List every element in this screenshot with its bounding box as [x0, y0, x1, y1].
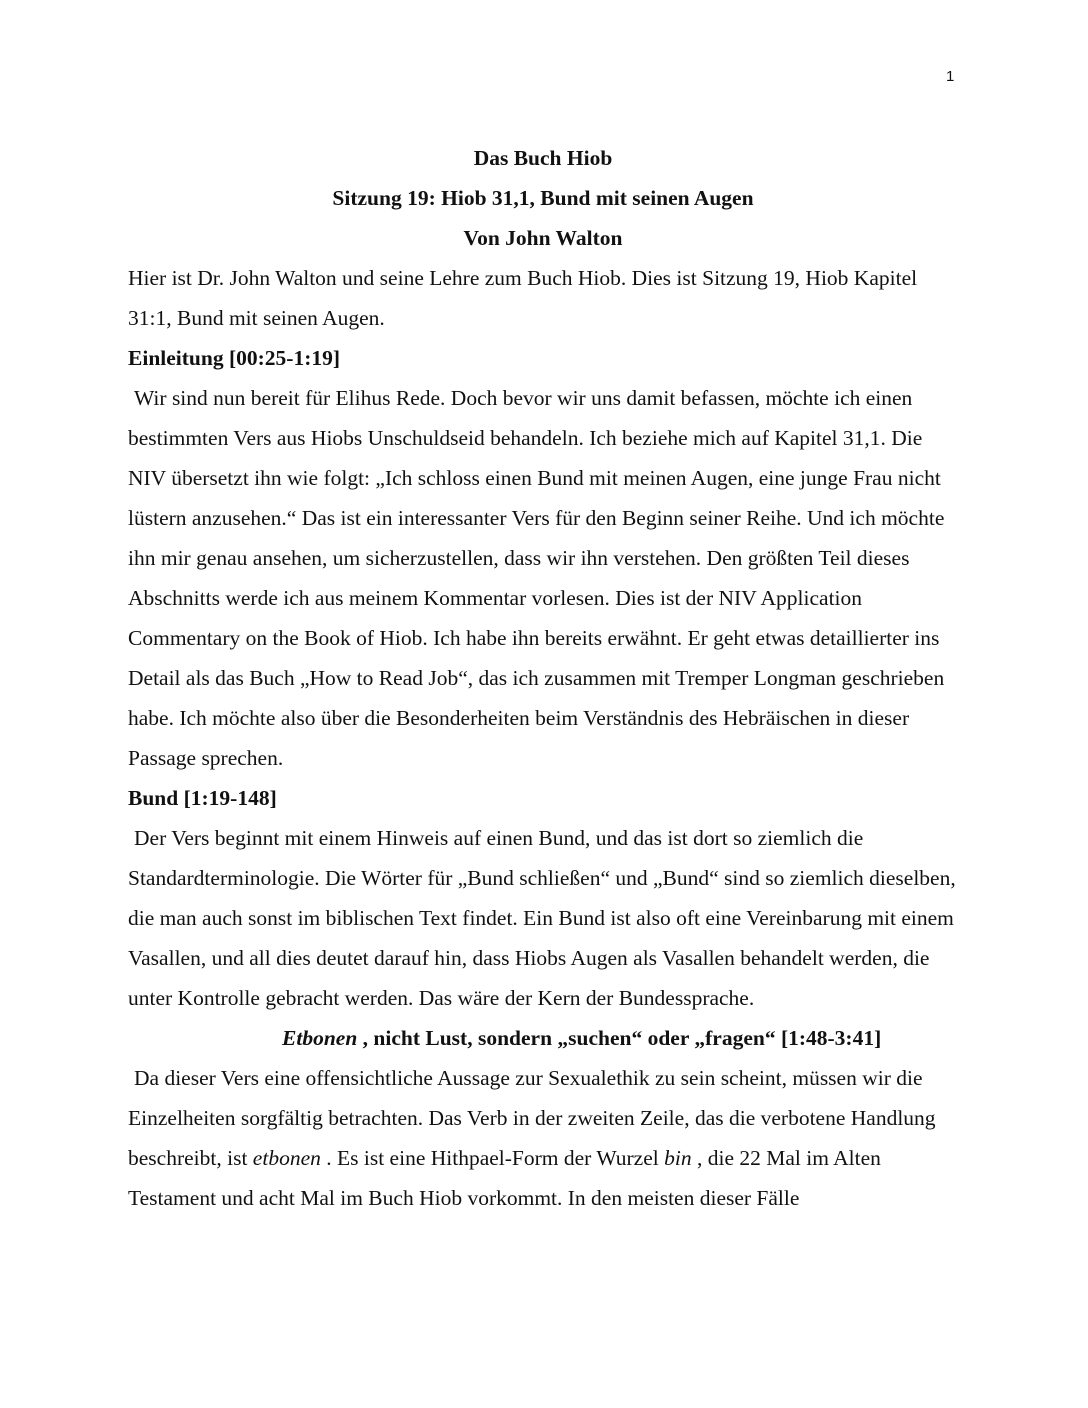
- document-subtitle: Sitzung 19: Hiob 31,1, Bund mit seinen Augen: [332, 186, 754, 210]
- document-body: [128, 138, 958, 1218]
- paragraph-text-part2: . Es ist eine Hithpael-Form der Wurzel: [320, 1146, 665, 1170]
- document-author: Von John Walton: [463, 226, 623, 250]
- paragraph-text: Wir sind nun bereit für Elihus Rede. Doch bevor wir uns damit befassen, möchte ich einen bestimmten Vers aus Hiobs Unschuldseid behandeln. Ich beziehe mich auf Kapitel 31,1. Die NIV übersetzt ihn wie folgt: „Ich schloss einen Bund mit meinen Augen, eine junge Frau nicht lüstern anzusehen.“ Das ist ein interessanter Vers für den Beginn seiner Reihe. Und ich möchte ihn mir genau ansehen, um sicherzustellen, dass wir ihn verstehen. Den größten Teil dieses Abschnitts werde ich aus meinem Kommentar vorlesen. Dies ist der NIV Application Commentary on the Book of Hiob. Ich habe ihn bereits erwähnt. Er geht etwas detaillierter ins Detail als das Buch „How to Read Job“, das ich zusammen mit Tremper Longman geschrieben habe. Ich möchte also über die Besonderheiten beim Verständnis des Hebräischen in dieser Passage sprechen.: [128, 386, 945, 770]
- section-heading-bund: Bund [1:19-148]: [128, 786, 277, 810]
- heading-rest: , nicht Lust, sondern „suchen“ oder „fragen“ [1:48-3:41]: [357, 1026, 882, 1050]
- document-title: Das Buch Hiob: [473, 146, 613, 170]
- section-heading-etbonen: [128, 1018, 958, 1058]
- heading-term: Etbonen: [282, 1026, 358, 1050]
- section-paragraph-etbonen: [128, 1058, 958, 1218]
- paragraph-text-part1: Da dieser Vers eine offensichtliche Aussage zur Sexualethik zu sein scheint, müssen wir die Einzelheiten sorgfältig betrachten. Das Verb in der zweiten Zeile, das die verbotene Handlung beschreibt, ist: [128, 1066, 936, 1170]
- page-number: 1: [946, 68, 955, 85]
- section-heading-einleitung: Einleitung [00:25-1:19]: [128, 346, 341, 370]
- intro-paragraph: Hier ist Dr. John Walton und seine Lehre zum Buch Hiob. Dies ist Sitzung 19, Hiob Kapitel 31:1, Bund mit seinen Augen.: [128, 266, 918, 330]
- hebrew-term-bin: bin: [664, 1146, 692, 1170]
- paragraph-text: Der Vers beginnt mit einem Hinweis auf einen Bund, und das ist dort so ziemlich die Standardterminologie. Die Wörter für „Bund schließen“ und „Bund“ sind so ziemlich dieselben, die man auch sonst im biblischen Text findet. Ein Bund ist also oft eine Vereinbarung mit einem Vasallen, und all dies deutet darauf hin, dass Hiobs Augen als Vasallen behandelt werden, die unter Kontrolle gebracht werden. Das wäre der Kern der Bundessprache.: [128, 826, 956, 1010]
- section-paragraph-einleitung: [128, 378, 958, 778]
- paragraph-text-part3: , die 22 Mal im Alten Testament und acht Mal im Buch Hiob vorkommt. In den meisten dieser Fälle: [128, 1146, 881, 1210]
- hebrew-term-etbonen: etbonen: [252, 1146, 321, 1170]
- section-paragraph-bund: [128, 818, 958, 1018]
